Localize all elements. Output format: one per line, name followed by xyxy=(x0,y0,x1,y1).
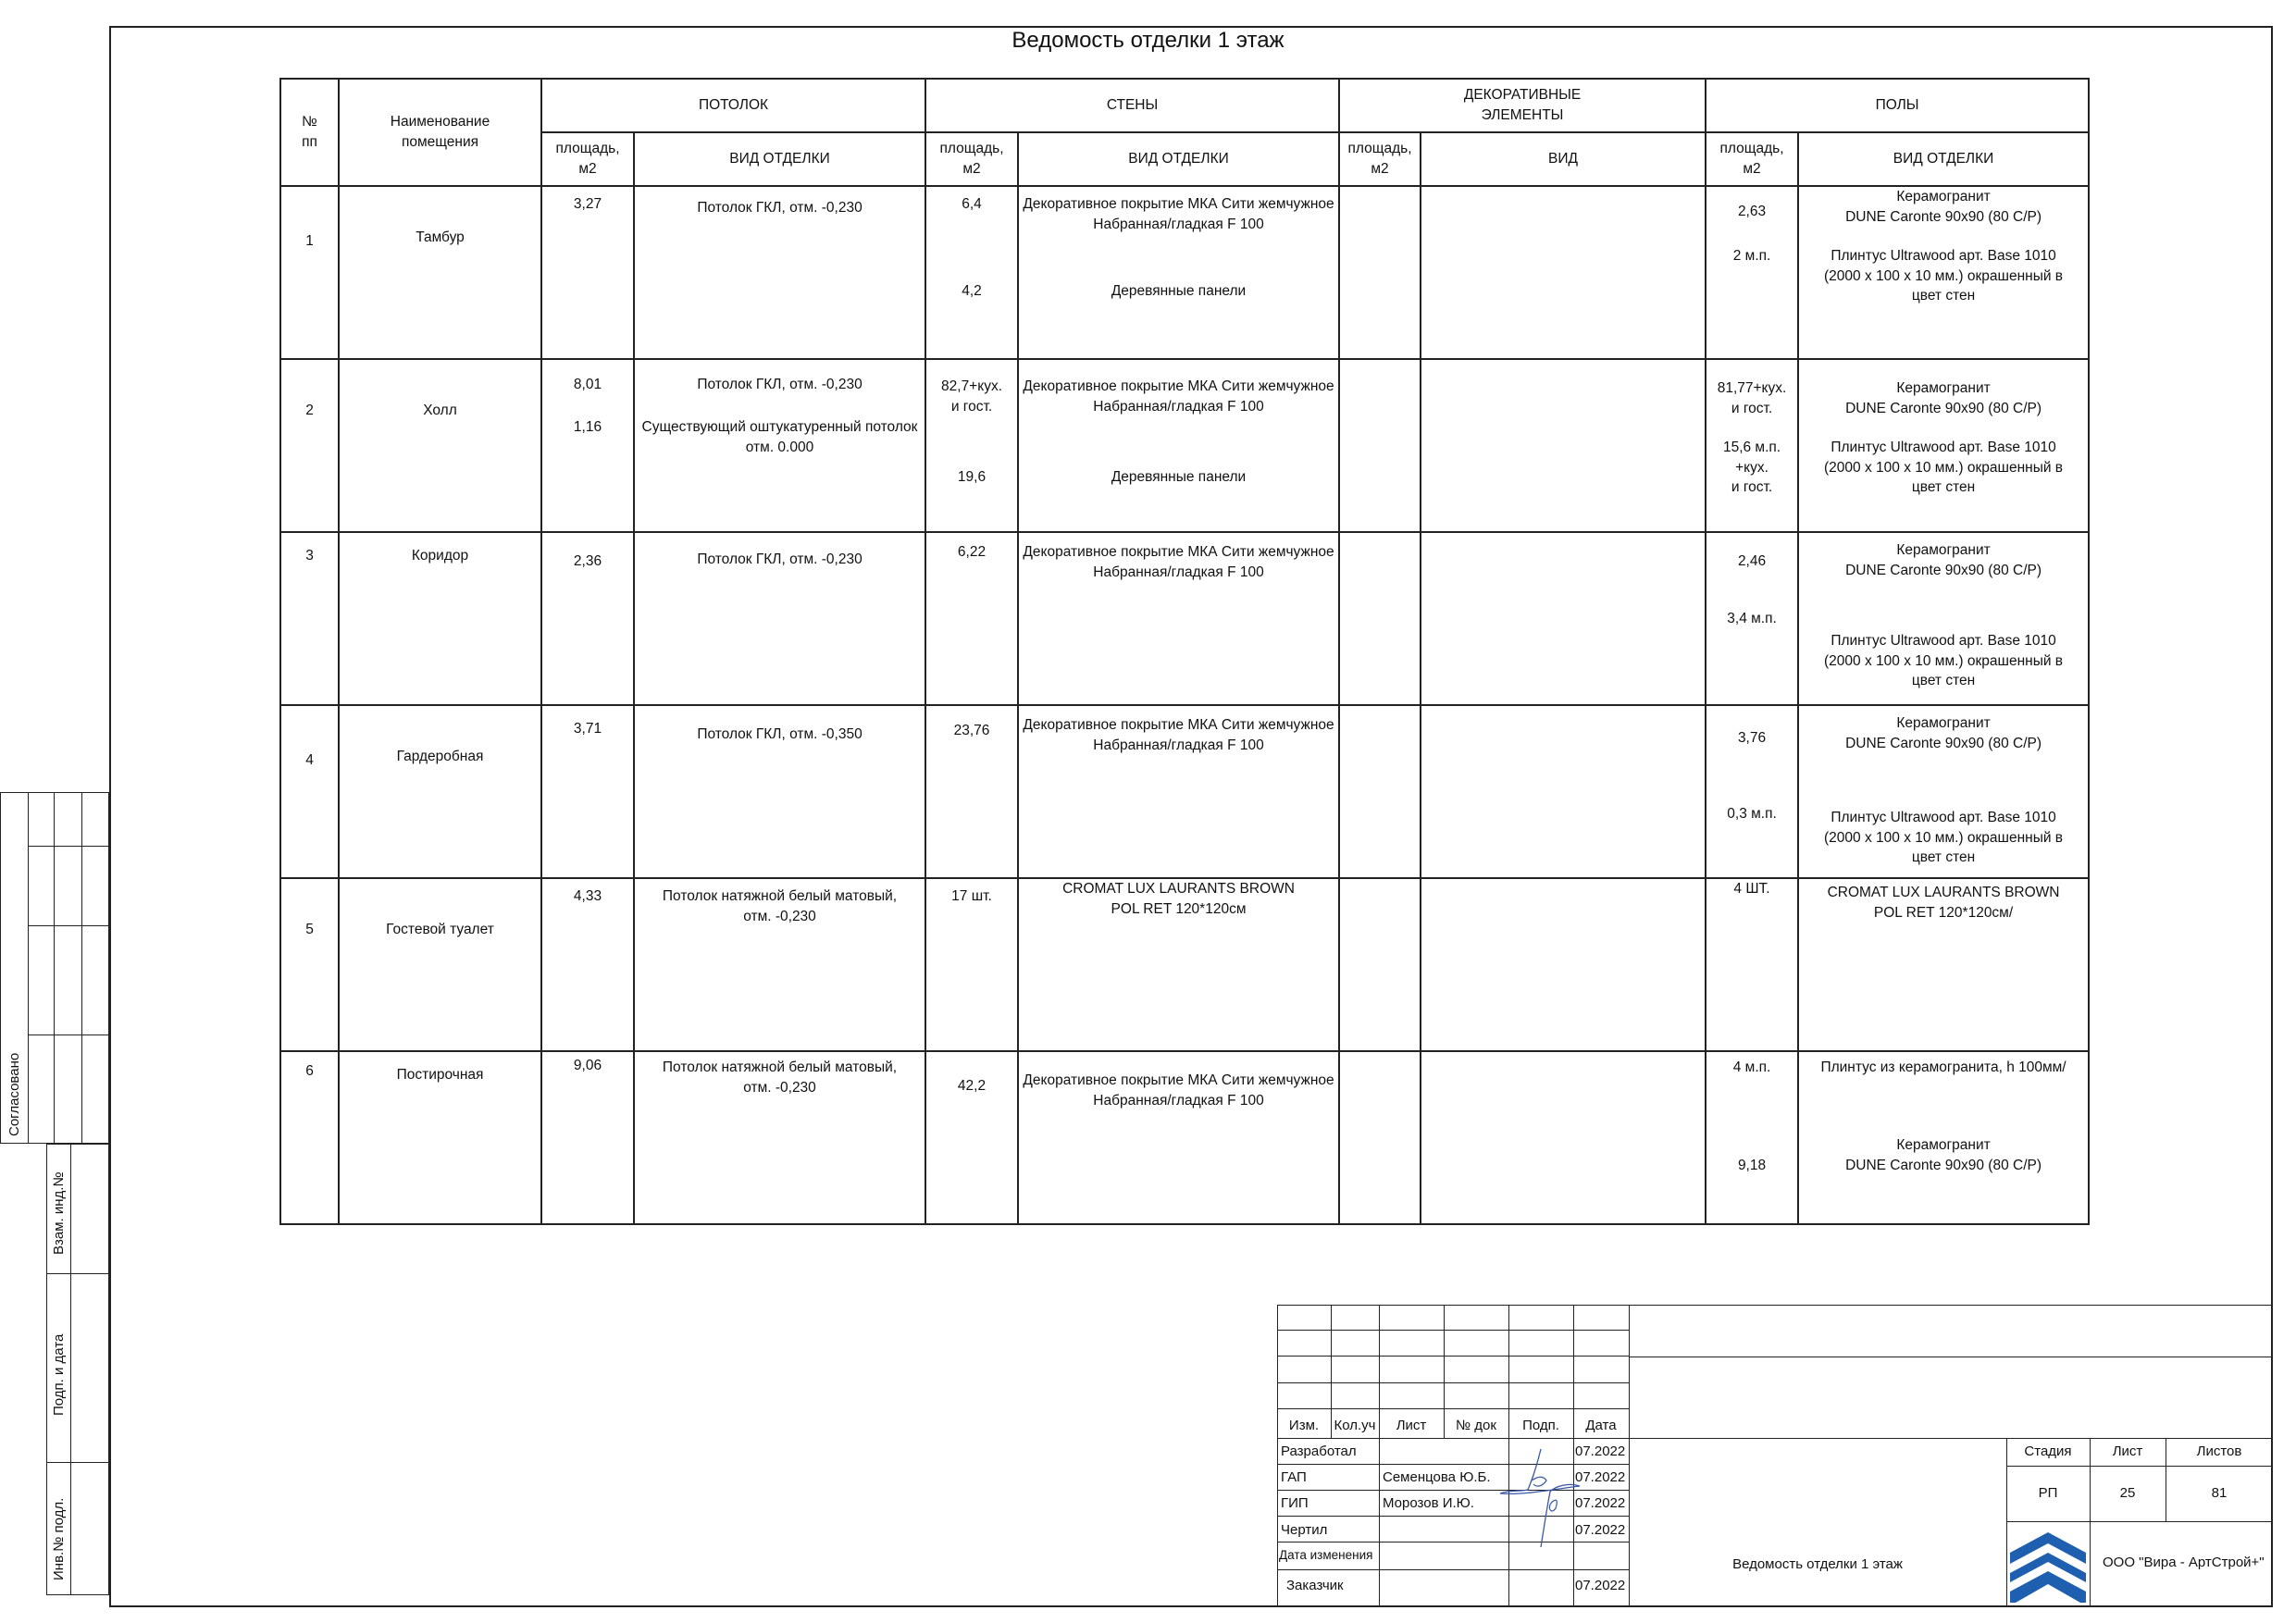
walls-finish: Декоративное покрытие МКА Сити жемчужное Набранная/гладкая F 100 xyxy=(1023,544,1334,580)
stamp-divider xyxy=(54,792,55,1144)
room-name: Тамбур xyxy=(416,229,465,245)
tb-role: Дата изменения xyxy=(1279,1548,1373,1562)
ceiling-finish: Потолок натяжной белый матовый, отм. -0,230 xyxy=(662,1059,898,1096)
walls-area: 4,2 xyxy=(962,283,982,299)
sheets-value: 81 xyxy=(2211,1485,2228,1501)
tb-line xyxy=(1379,1305,1380,1607)
header-decor: ДЕКОРАТИВНЫЕ ЭЛЕМЕНТЫ xyxy=(1339,79,1706,132)
header-decor-type: ВИД xyxy=(1421,132,1706,186)
ceiling-area: 2,36 xyxy=(573,553,602,569)
header-ceiling-finish: ВИД ОТДЕЛКИ xyxy=(634,132,925,186)
room-name: Гардеробная xyxy=(396,749,484,764)
floor-finish: Керамогранит DUNE Caronte 90x90 (80 C/P) xyxy=(1845,542,2042,578)
ceiling-area: 3,71 xyxy=(573,721,602,737)
stamp-divider xyxy=(46,1462,109,1463)
ceiling-area: 9,06 xyxy=(573,1058,602,1073)
floor-finish: Керамогранит DUNE Caronte 90x90 (80 C/P) xyxy=(1845,380,2042,416)
floor-finish: Керамогранит DUNE Caronte 90x90 (80 C/P) xyxy=(1845,189,2042,225)
floor-finish: Керамогранит DUNE Caronte 90x90 (80 C/P) xyxy=(1845,1137,2042,1173)
tb-line xyxy=(2006,1438,2007,1607)
decor-type xyxy=(1421,1051,1706,1224)
floor-area: 2,63 xyxy=(1737,204,1767,219)
decor-type xyxy=(1421,359,1706,532)
ceiling-finish: Потолок ГКЛ, отм. -0,230 xyxy=(697,200,863,216)
decor-type xyxy=(1421,532,1706,705)
sheet-label: Лист xyxy=(2112,1443,2143,1459)
stage-value: РП xyxy=(2038,1485,2058,1501)
agreed-label: Согласовано xyxy=(6,1052,22,1136)
document-name: Ведомость отделки 1 этаж xyxy=(1732,1556,1903,1572)
ceiling-area: 8,01 xyxy=(573,377,602,392)
original-inv-label: Инв.№ подл. xyxy=(51,1497,67,1580)
floor-finish: Керамогранит DUNE Caronte 90x90 (80 C/P) xyxy=(1845,715,2042,751)
tb-line xyxy=(2006,1466,2273,1467)
company-logo-icon xyxy=(2010,1527,2086,1603)
row-number: 5 xyxy=(305,922,314,937)
row-number: 3 xyxy=(305,548,314,564)
walls-area: 23,76 xyxy=(953,723,990,738)
walls-area: 42,2 xyxy=(957,1078,987,1094)
tb-role: ГАП xyxy=(1281,1469,1307,1485)
table-row xyxy=(280,532,2089,705)
header-floors: ПОЛЫ xyxy=(1706,79,2089,132)
decor-area xyxy=(1339,705,1421,878)
tb-col-sheet: Лист xyxy=(1396,1418,1427,1433)
stamp-divider xyxy=(28,846,109,847)
sheet-value: 25 xyxy=(2119,1485,2136,1501)
tb-role: ГИП xyxy=(1281,1495,1309,1511)
decor-type xyxy=(1421,705,1706,878)
table-row xyxy=(280,878,2089,1051)
decor-area xyxy=(1339,186,1421,359)
ceiling-area: 4,33 xyxy=(573,888,602,904)
tb-date: 07.2022 xyxy=(1575,1469,1626,1485)
ceiling-area: 1,16 xyxy=(573,419,602,435)
stamp-divider xyxy=(81,792,82,1144)
ceiling-finish: Потолок ГКЛ, отм. -0,350 xyxy=(697,726,863,742)
tb-line xyxy=(1277,1438,2273,1439)
stamp-divider xyxy=(28,792,29,1144)
walls-finish: Декоративное покрытие МКА Сити жемчужное Набранная/гладкая F 100 xyxy=(1023,378,1334,415)
walls-area: 6,4 xyxy=(962,196,982,212)
stage-label: Стадия xyxy=(2024,1443,2072,1459)
floor-area: 4 м.п. xyxy=(1732,1059,1771,1075)
tb-role: Чертил xyxy=(1281,1522,1328,1538)
walls-finish: Декоративное покрытие МКА Сити жемчужное Набранная/гладкая F 100 xyxy=(1023,196,1334,232)
decor-area xyxy=(1339,1051,1421,1224)
tb-line xyxy=(1277,1408,1629,1409)
stamp-divider xyxy=(70,1144,71,1595)
header-walls: СТЕНЫ xyxy=(925,79,1339,132)
tb-date: 07.2022 xyxy=(1575,1443,1626,1459)
floor-area: 3,4 м.п. xyxy=(1727,611,1777,626)
walls-area: 6,22 xyxy=(957,544,987,560)
tb-line xyxy=(1277,1356,1629,1357)
walls-area: 17 шт. xyxy=(951,888,992,904)
tb-line xyxy=(2090,1521,2091,1607)
table-row xyxy=(280,1051,2089,1224)
page-title: Ведомость отделки 1 этаж xyxy=(1011,28,1285,53)
signature-icon xyxy=(1495,1443,1596,1555)
floor-area: 0,3 м.п. xyxy=(1727,806,1777,822)
room-name: Холл xyxy=(423,403,457,418)
tb-col-sign: Подп. xyxy=(1522,1418,1559,1433)
walls-finish: Декоративное покрытие МКА Сити жемчужное Набранная/гладкая F 100 xyxy=(1023,1072,1334,1109)
tb-date: 07.2022 xyxy=(1575,1495,1626,1511)
ceiling-finish: Потолок натяжной белый матовый, отм. -0,230 xyxy=(662,888,898,924)
decor-type xyxy=(1421,878,1706,1051)
floor-area: 3,76 xyxy=(1737,730,1767,746)
row-number: 6 xyxy=(305,1063,314,1079)
header-ceiling-area: площадь, м2 xyxy=(541,132,634,186)
floor-area: 2,46 xyxy=(1737,553,1767,569)
header-room: Наименование помещения xyxy=(339,79,541,186)
ceiling-finish: Потолок ГКЛ, отм. -0,230 xyxy=(697,551,863,567)
decor-area xyxy=(1339,878,1421,1051)
header-num: № пп xyxy=(280,79,339,186)
row-number: 2 xyxy=(305,403,314,418)
walls-finish: CROMAT LUX LAURANTS BROWN POL RET 120*120см xyxy=(1062,881,1295,917)
walls-finish: Деревянные панели xyxy=(1111,469,1247,485)
room-name: Постирочная xyxy=(396,1067,484,1083)
table-row xyxy=(280,359,2089,532)
header-floors-finish: ВИД ОТДЕЛКИ xyxy=(1798,132,2089,186)
decor-type xyxy=(1421,186,1706,359)
sign-date-label: Подп. и дата xyxy=(51,1333,67,1416)
walls-finish: Деревянные панели xyxy=(1111,283,1247,299)
tb-line xyxy=(1277,1569,1629,1570)
tb-col-count: Кол.уч xyxy=(1334,1418,1376,1433)
row-number: 1 xyxy=(305,233,314,249)
stamp-divider xyxy=(28,925,109,926)
sheets-label: Листов xyxy=(2196,1443,2242,1459)
floor-finish: Плинтус Ultrawood арт. Base 1010 (2000 x 100 x 10 мм.) окрашенный в цвет стен xyxy=(1824,810,2064,866)
header-decor-area: площадь, м2 xyxy=(1339,132,1421,186)
header-ceiling: ПОТОЛОК xyxy=(541,79,925,132)
tb-col-change: Изм. xyxy=(1288,1418,1320,1433)
tb-name: Семенцова Ю.Б. xyxy=(1383,1469,1491,1485)
stamp-divider xyxy=(46,1273,109,1274)
tb-date: 07.2022 xyxy=(1575,1522,1626,1538)
tb-col-date: Дата xyxy=(1585,1418,1617,1433)
tb-col-docno: № док xyxy=(1456,1418,1496,1433)
table-row xyxy=(280,186,2089,359)
tb-role: Заказчик xyxy=(1286,1578,1344,1593)
floor-finish: Плинтус Ultrawood арт. Base 1010 (2000 x 100 x 10 мм.) окрашенный в цвет стен xyxy=(1824,248,2064,304)
decor-area xyxy=(1339,532,1421,705)
tb-line xyxy=(2006,1521,2273,1522)
floor-finish: Плинтус Ultrawood арт. Base 1010 (2000 x 100 x 10 мм.) окрашенный в цвет стен xyxy=(1824,633,2064,689)
finishing-schedule-table xyxy=(279,78,2090,1225)
room-name: Гостевой туалет xyxy=(386,922,494,937)
replace-inv-label: Взам. инд.№ xyxy=(51,1171,67,1255)
floor-area: 2 м.п. xyxy=(1732,248,1771,264)
ceiling-finish: Существующий оштукатуренный потолок отм. 0.000 xyxy=(641,419,918,455)
tb-name: Морозов И.Ю. xyxy=(1383,1495,1474,1511)
ceiling-area: 3,27 xyxy=(573,196,602,212)
row-number: 4 xyxy=(305,752,314,768)
ceiling-finish: Потолок ГКЛ, отм. -0,230 xyxy=(697,377,863,392)
walls-finish: Декоративное покрытие МКА Сити жемчужное Набранная/гладкая F 100 xyxy=(1023,717,1334,753)
company-name: ООО "Вира - АртСтрой+" xyxy=(2103,1555,2265,1570)
walls-area: 82,7+кух. и гост. xyxy=(941,378,1002,415)
header-floors-area: площадь, м2 xyxy=(1706,132,1798,186)
floor-area: 4 ШТ. xyxy=(1733,881,1770,897)
tb-role: Разработал xyxy=(1281,1443,1357,1459)
tb-line xyxy=(1277,1382,1629,1383)
floor-finish: CROMAT LUX LAURANTS BROWN POL RET 120*120см/ xyxy=(1827,885,2060,921)
room-name: Коридор xyxy=(411,548,469,564)
floor-finish: Плинтус из керамогранита, h 100мм/ xyxy=(1820,1059,2066,1075)
floor-finish: Плинтус Ultrawood арт. Base 1010 (2000 x 100 x 10 мм.) окрашенный в цвет стен xyxy=(1824,440,2064,496)
floor-area: 81,77+кух. и гост. xyxy=(1717,380,1787,416)
header-walls-finish: ВИД ОТДЕЛКИ xyxy=(1018,132,1339,186)
floor-area: 9,18 xyxy=(1737,1158,1767,1173)
table-row xyxy=(280,705,2089,878)
floor-area: 15,6 м.п. +кух. и гост. xyxy=(1722,440,1781,496)
tb-date: 07.2022 xyxy=(1575,1578,1626,1593)
walls-area: 19,6 xyxy=(957,469,987,485)
decor-area xyxy=(1339,359,1421,532)
header-walls-area: площадь, м2 xyxy=(925,132,1018,186)
tb-line xyxy=(1277,1330,1629,1331)
